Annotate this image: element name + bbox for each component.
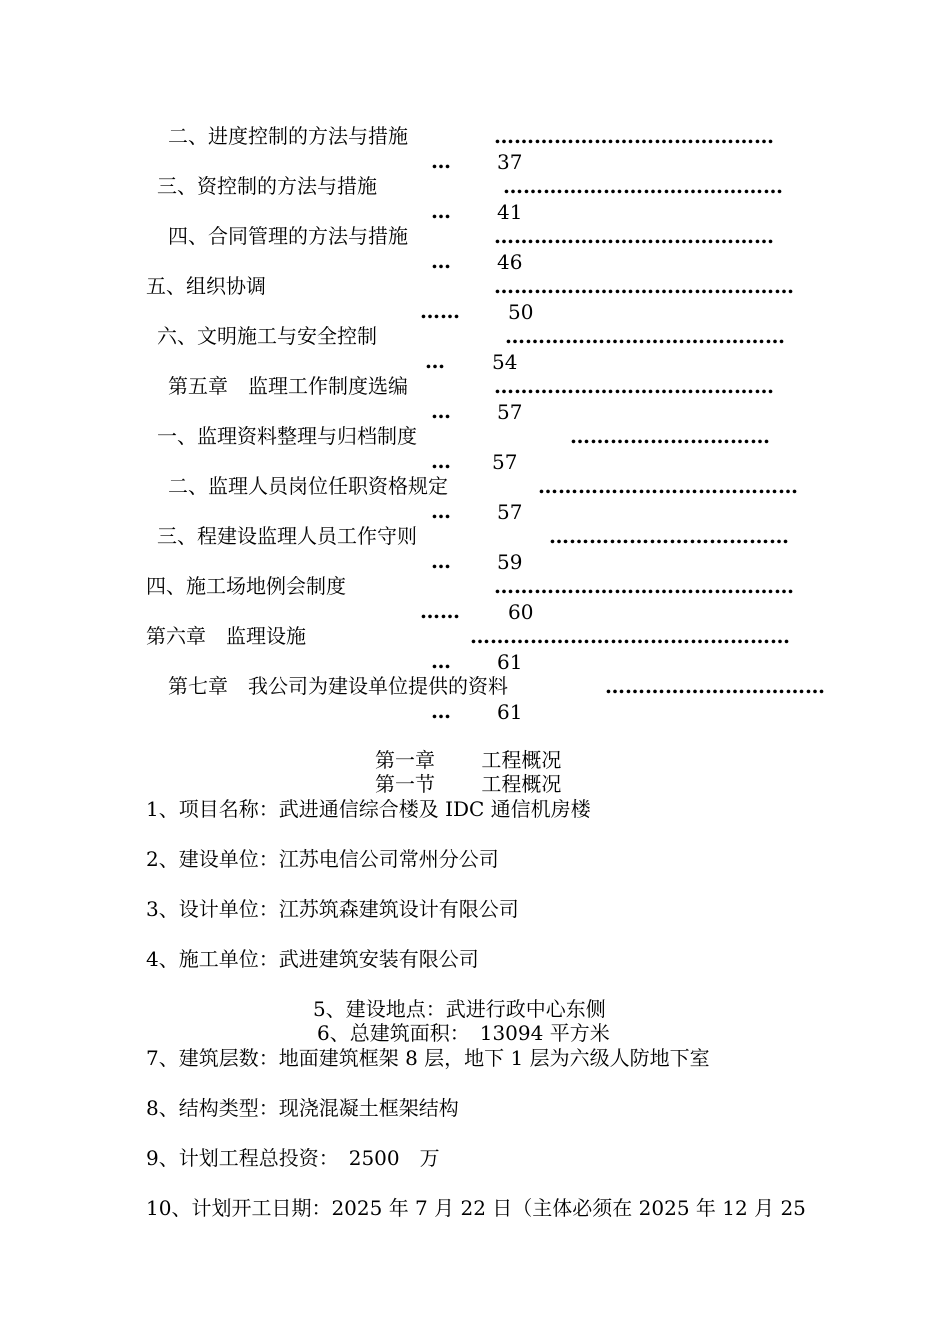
toc-entry-title: 四、施工场地例会制度 xyxy=(146,574,346,598)
toc-leader: …………………………………… xyxy=(505,324,785,348)
toc-leader: … xyxy=(431,199,451,223)
toc-entry-title: 三、资控制的方法与措施 xyxy=(157,174,377,198)
list-item: 5、建设地点：武进行政中心东侧 xyxy=(313,997,606,1021)
toc-leader: … xyxy=(431,149,451,173)
list-item: 1、项目名称：武进通信综合楼及 IDC 通信机房楼 xyxy=(146,797,591,821)
chapter-title: 第一章 工程概况 xyxy=(375,748,562,772)
list-item: 3、设计单位：江苏筑森建筑设计有限公司 xyxy=(146,897,519,921)
toc-entry-title: 第七章 我公司为建设单位提供的资料 xyxy=(168,674,508,698)
toc-entry-title: 一、监理资料整理与归档制度 xyxy=(157,424,417,448)
toc-leader: … xyxy=(431,449,451,473)
toc-leader: … xyxy=(431,549,451,573)
toc-page-number: 54 xyxy=(492,350,518,374)
toc-entry-title: 第五章 监理工作制度选编 xyxy=(168,374,408,398)
toc-page-number: 57 xyxy=(497,400,523,424)
toc-leader: ………………………………………… xyxy=(470,624,790,648)
list-item: 2、建设单位：江苏电信公司常州分公司 xyxy=(146,847,499,871)
toc-entry-title: 二、进度控制的方法与措施 xyxy=(168,124,408,148)
toc-leader: … xyxy=(431,649,451,673)
toc-page-number: 50 xyxy=(508,300,534,324)
toc-leader: … xyxy=(431,249,451,273)
toc-page-number: 60 xyxy=(508,600,534,624)
toc-leader: …… xyxy=(420,599,460,623)
toc-entry-title: 二、监理人员岗位任职资格规定 xyxy=(168,474,448,498)
toc-entry-title: 四、合同管理的方法与措施 xyxy=(168,224,408,248)
toc-page-number: 46 xyxy=(497,250,523,274)
list-item: 7、建筑层数：地面建筑框架 8 层，地下 1 层为六级人防地下室 xyxy=(146,1046,710,1070)
toc-leader: …… xyxy=(420,299,460,323)
list-item: 9、计划工程总投资： 2500 万 xyxy=(146,1146,440,1170)
toc-page-number: 61 xyxy=(497,650,523,674)
toc-leader: ……………………………… xyxy=(549,524,789,548)
toc-leader: ………………………………… xyxy=(538,474,798,498)
toc-page-number: 59 xyxy=(497,550,523,574)
toc-page-number: 57 xyxy=(497,500,523,524)
toc-leader: ……………………………………… xyxy=(494,274,794,298)
toc-leader: …………………………………… xyxy=(494,124,774,148)
toc-leader: … xyxy=(431,499,451,523)
list-item: 8、结构类型：现浇混凝土框架结构 xyxy=(146,1096,459,1120)
toc-page-number: 41 xyxy=(497,200,523,224)
toc-leader: …………………………………… xyxy=(494,374,774,398)
toc-leader: …………………………… xyxy=(605,674,825,698)
toc-entry-title: 第六章 监理设施 xyxy=(146,624,306,648)
toc-leader: …………………………………… xyxy=(503,174,783,198)
toc-page-number: 37 xyxy=(497,150,523,174)
toc-leader: … xyxy=(425,349,445,373)
list-item: 6、总建筑面积： 13094 平方米 xyxy=(317,1021,610,1045)
toc-leader: ……………………………………… xyxy=(494,574,794,598)
list-item: 10、计划开工日期：2025 年 7 月 22 日（主体必须在 2025 年 12 月 25 xyxy=(146,1196,806,1220)
toc-leader: … xyxy=(431,399,451,423)
toc-leader: …………………………………… xyxy=(494,224,774,248)
toc-entry-title: 六、文明施工与安全控制 xyxy=(157,324,377,348)
section-title: 第一节 工程概况 xyxy=(375,772,562,796)
toc-page-number: 57 xyxy=(492,450,518,474)
toc-entry-title: 三、程建设监理人员工作守则 xyxy=(157,524,417,548)
toc-entry-title: 五、组织协调 xyxy=(146,274,266,298)
list-item: 4、施工单位：武进建筑安装有限公司 xyxy=(146,947,479,971)
toc-leader: ………………………… xyxy=(570,424,770,448)
toc-page-number: 61 xyxy=(497,700,523,724)
toc-leader: … xyxy=(431,699,451,723)
